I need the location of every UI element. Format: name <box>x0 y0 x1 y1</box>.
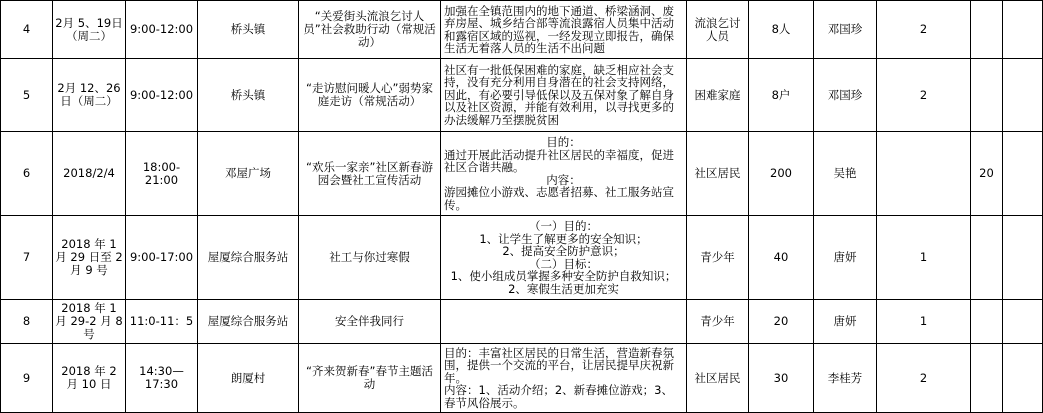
staff-cell: 唐妍 <box>814 216 877 300</box>
location-cell: 邓屋广场 <box>198 132 299 216</box>
location-cell: 桥头镇 <box>198 59 299 132</box>
staff-cell: 李桂芳 <box>814 344 877 413</box>
participant-count-cell: 40 <box>749 216 814 300</box>
time-cell: 14:30—17:30 <box>126 344 198 413</box>
table-row <box>1 59 1043 132</box>
table-row <box>1 300 1043 344</box>
date-cell: 2018 年 2 月 10 日 <box>53 344 126 413</box>
description-cell <box>441 344 687 413</box>
description-cell <box>441 132 687 216</box>
description-line: 加强在全镇范围内的地下通道、桥梁涵洞、废弃房屋、城乡结合部等流浪露宿人员集中活动和露宿区域的巡视，一经发现立即报告，确保生活无着落人员的生活不出问题 <box>444 3 674 55</box>
description-cell <box>441 59 687 132</box>
sessions-cell <box>877 132 971 216</box>
notes-cell <box>1003 132 1043 216</box>
activity-name-cell: “关爱街头流浪乞讨人员”社会救助行动（常规活动） <box>299 1 441 59</box>
row-number: 5 <box>1 59 53 132</box>
time-cell: 9:00-12:00 <box>126 59 198 132</box>
time-cell: 18:00-21:00 <box>126 132 198 216</box>
notes-cell <box>1003 216 1043 300</box>
description-cell <box>441 1 687 59</box>
location-cell: 屋厦综合服务站 <box>198 216 299 300</box>
target-group-cell: 青少年 <box>687 300 749 344</box>
target-group-cell: 社区居民 <box>687 132 749 216</box>
time-cell: 9:00-12:00 <box>126 1 198 59</box>
description-line: 通过开展此活动提升社区居民的幸福度，促进社区合谐共融。 <box>444 147 674 174</box>
table-row <box>1 216 1043 300</box>
time-cell: 11:0-11：5 <box>126 300 198 344</box>
date-cell: 2018/2/4 <box>53 132 126 216</box>
description-line: 社区有一批低保困难的家庭，缺乏相应社会支持，没有充分利用自身潜在的社会支持网络，因此，有必要引导低保以及五保对象了解自身以及社区资源，并能有效利用，以寻找更多的办法缓解乃至摆脱贫困 <box>444 62 674 127</box>
activity-name-cell: “走访慰问暖人心”弱势家庭走访（常规活动） <box>299 59 441 132</box>
activity-name-cell: “欢乐一家亲”社区新春游园会暨社工宣传活动 <box>299 132 441 216</box>
description-line: 游园摊位小游戏、志愿者招募、社工服务站宣传。 <box>444 185 674 212</box>
sessions-cell: 1 <box>877 300 971 344</box>
row-number: 8 <box>1 300 53 344</box>
description-line: （一）目的： <box>529 219 598 233</box>
volunteers-cell <box>971 300 1003 344</box>
location-cell: 桥头镇 <box>198 1 299 59</box>
description-line: 目的： <box>546 135 581 149</box>
volunteers-cell <box>971 1 1003 59</box>
sessions-cell: 2 <box>877 59 971 132</box>
target-group-cell: 青少年 <box>687 216 749 300</box>
description-line: 目的：丰富社区居民的日常生活，营造新春氛围，提供一个交流的平台，让居民提早庆祝新年。 <box>444 345 674 385</box>
location-cell: 朗厦村 <box>198 344 299 413</box>
participant-count-cell: 20 <box>749 300 814 344</box>
staff-cell: 邓国珍 <box>814 59 877 132</box>
target-group-cell: 流浪乞讨人员 <box>687 1 749 59</box>
notes-cell <box>1003 300 1043 344</box>
description-cell <box>441 300 687 344</box>
target-group-cell: 社区居民 <box>687 344 749 413</box>
volunteers-cell <box>971 216 1003 300</box>
table-row <box>1 1 1043 59</box>
staff-cell: 吴艳 <box>814 132 877 216</box>
row-number: 4 <box>1 1 53 59</box>
row-number: 7 <box>1 216 53 300</box>
description-line: （二）目标： <box>529 256 598 271</box>
staff-cell: 邓国珍 <box>814 1 877 59</box>
staff-cell: 唐妍 <box>814 300 877 344</box>
participant-count-cell: 200 <box>749 132 814 216</box>
participant-count-cell: 8人 <box>749 1 814 59</box>
description-line: 1、使小组成员掌握多种安全防护自救知识； <box>450 269 677 283</box>
table-row <box>1 344 1043 413</box>
activity-name-cell: 安全伴我同行 <box>299 300 441 344</box>
location-cell: 屋厦综合服务站 <box>198 300 299 344</box>
time-cell: 9:00-17:00 <box>126 216 198 300</box>
date-cell: 2月 5、19日（周二） <box>53 1 126 59</box>
volunteers-cell: 20 <box>971 132 1003 216</box>
participant-count-cell: 30 <box>749 344 814 413</box>
date-cell: 2018 年 1 月 29 日至 2 月 9 号 <box>53 216 126 300</box>
description-line: 1、让学生了解更多的安全知识； <box>479 231 648 246</box>
sessions-cell: 1 <box>877 216 971 300</box>
table-row <box>1 132 1043 216</box>
participant-count-cell: 8户 <box>749 59 814 132</box>
sessions-cell: 2 <box>877 344 971 413</box>
row-number: 6 <box>1 132 53 216</box>
activity-name-cell: 社工与你过寒假 <box>299 216 441 300</box>
date-cell: 2018 年 1 月 29-2 月 8 号 <box>53 300 126 344</box>
description-cell <box>441 216 687 300</box>
volunteers-cell <box>971 344 1003 413</box>
description-line: 内容： <box>546 172 581 187</box>
sessions-cell: 2 <box>877 1 971 59</box>
row-number: 9 <box>1 344 53 413</box>
description-line: 2、提高安全防护意识； <box>502 244 625 258</box>
activity-name-cell: “齐来贺新春”春节主题活动 <box>299 344 441 413</box>
description-line: 内容：1、活动介绍；2、新春摊位游戏；3、春节风俗展示。 <box>444 383 673 410</box>
date-cell: 2月 12、26日（周二） <box>53 59 126 132</box>
description-line: 2、寒假生活更加充实 <box>508 281 619 296</box>
volunteers-cell <box>971 59 1003 132</box>
target-group-cell: 困难家庭 <box>687 59 749 132</box>
notes-cell <box>1003 1 1043 59</box>
notes-cell <box>1003 59 1043 132</box>
notes-cell <box>1003 344 1043 413</box>
